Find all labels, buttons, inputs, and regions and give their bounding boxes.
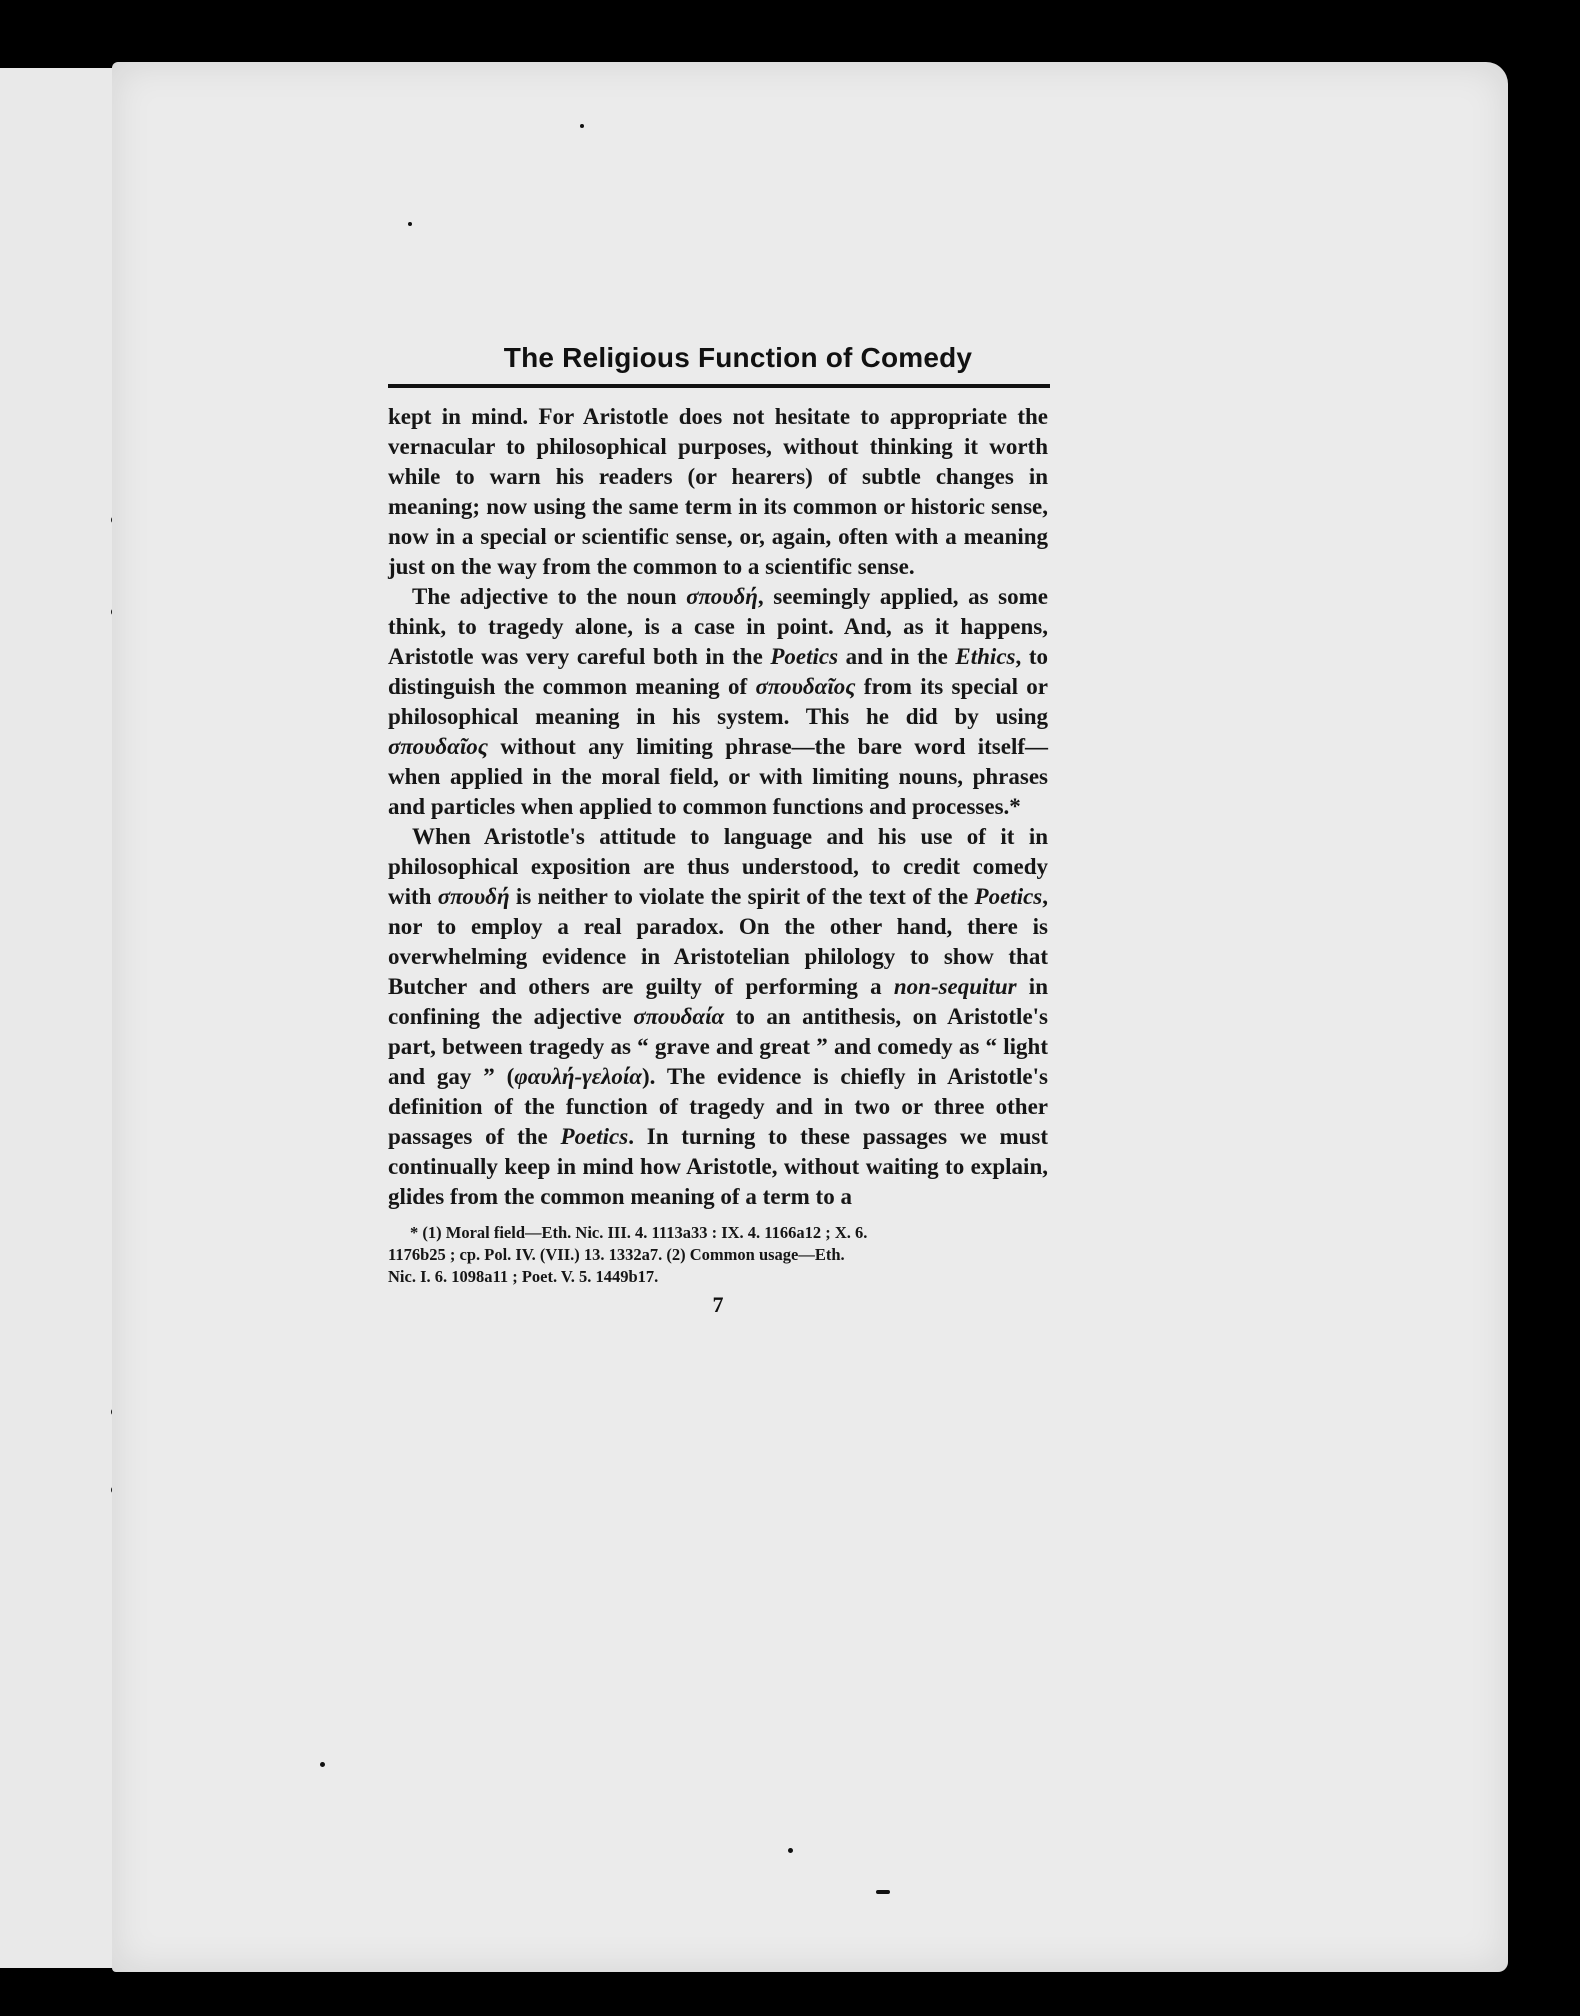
italic-term: Poetics bbox=[974, 884, 1043, 909]
footnote-line: 1176b25 ; cp. Pol. IV. (VII.) 13. 1332a7. (2) Common usage—Eth. bbox=[388, 1245, 845, 1264]
scan-speck bbox=[408, 222, 412, 226]
greek-term: σπουδαῖος bbox=[388, 734, 489, 759]
greek-term: σπουδαῖος bbox=[755, 674, 856, 699]
scan-speck bbox=[320, 1762, 325, 1767]
text-run: The adjective to the noun bbox=[412, 584, 687, 609]
text-run: is neither to violate the spirit of the text of the bbox=[509, 884, 975, 909]
text-run: in confining the adjective bbox=[388, 974, 1048, 1029]
text-run: . In turning to these passages we must continually keep in mind how Aristotle, without waiting to explain, glides from the common meaning of a term to a bbox=[388, 1124, 1048, 1209]
italic-term: non-sequitur bbox=[893, 974, 1017, 999]
italic-term: Poetics bbox=[560, 1124, 629, 1149]
scan-speck bbox=[788, 1848, 793, 1853]
paragraph bbox=[388, 822, 1048, 1212]
text-run: ). The evidence is chiefly in Aristotle's definition of the function of tragedy and in two or three other passages of the bbox=[388, 1064, 1048, 1149]
text-run: , nor to employ a real paradox. On the other hand, there is overwhelming evidence in Aristotelian philology to show that Butcher and others are guilty of performing a bbox=[388, 884, 1048, 999]
scan-speck bbox=[876, 1890, 890, 1894]
greek-term: σπουδή bbox=[686, 584, 758, 609]
paragraph bbox=[388, 402, 1048, 582]
text-run: , seemingly applied, as some think, to tragedy alone, is a case in point. And, as it happens, Aristotle was very careful both in the bbox=[388, 584, 1048, 669]
scan-speck bbox=[580, 124, 584, 128]
title-rule bbox=[388, 384, 1050, 388]
page-number: 7 bbox=[712, 1292, 724, 1317]
text-run: and in the bbox=[838, 644, 956, 669]
greek-term: σπουδαία bbox=[633, 1004, 725, 1029]
footnote-line: * (1) Moral field—Eth. Nic. III. 4. 1113a33 : IX. 4. 1166a12 ; X. 6. bbox=[410, 1223, 868, 1242]
greek-term: φαυλή-γελοία bbox=[514, 1064, 643, 1089]
text-run: without any limiting phrase—the bare word itself—when applied in the moral field, or with limiting nouns, phrases and particles when applied to common functions and processes.* bbox=[388, 734, 1048, 819]
text-run: , to distinguish the common meaning of bbox=[388, 644, 1048, 699]
facing-page-edge bbox=[0, 68, 115, 1968]
italic-term: Poetics bbox=[770, 644, 839, 669]
page-text bbox=[388, 338, 1048, 1318]
footnote-line: Nic. I. 6. 1098a11 ; Poet. V. 5. 1449b17. bbox=[388, 1267, 659, 1286]
paragraph bbox=[388, 582, 1048, 822]
text-run: When Aristotle's attitude to language and his use of it in philosophical exposition are thus understood, to credit comedy with bbox=[388, 824, 1048, 909]
text-run: to an antithesis, on Aristotle's part, between tragedy as “ grave and great ” and comedy as “ light and gay ” ( bbox=[388, 1004, 1048, 1089]
footnotes bbox=[388, 1222, 1048, 1288]
italic-term: Ethics bbox=[955, 644, 1016, 669]
text-run: kept in mind. For Aristotle does not hesitate to appropriate the vernacular to philosophical purposes, without thinking it worth while to warn his readers (or hearers) of subtle changes in meaning; now using the same term in its common or historic sense, now in a special or scientific sense, or, again, often with a meaning just on the way from the common to a scientific sense. bbox=[388, 404, 1048, 579]
running-head: The Religious Function of Comedy bbox=[503, 342, 973, 373]
text-run: from its special or philosophical meaning in his system. This he did by using bbox=[388, 674, 1048, 729]
greek-term: σπουδή bbox=[437, 884, 510, 909]
